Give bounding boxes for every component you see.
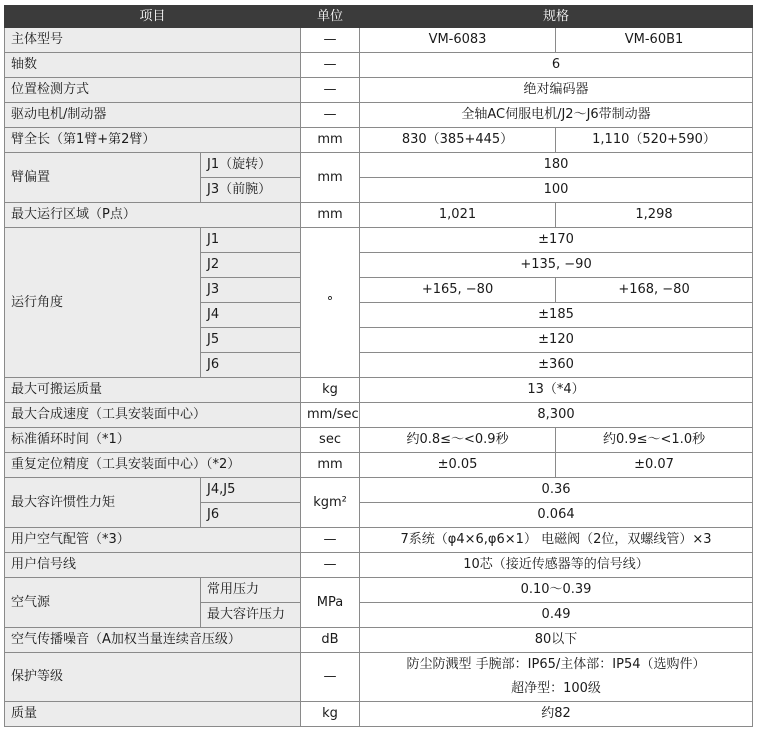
row-label: 空气源 (5, 578, 201, 628)
row-label: 位置检测方式 (5, 78, 301, 103)
table-row (5, 203, 753, 228)
row-label: 最大可搬运质量 (5, 378, 301, 403)
row-unit: ° (301, 228, 360, 378)
header-spec: 规格 (360, 6, 753, 28)
table-row (5, 428, 753, 453)
row-label: 用户信号线 (5, 553, 301, 578)
row-value: ±0.05 (360, 453, 556, 478)
row-sublabel: J3（前腕） (201, 178, 301, 203)
protection-line-1: 防尘防溅型 手腕部：IP65/主体部：IP54（选购件） (406, 657, 706, 672)
row-unit: kg (301, 378, 360, 403)
table-row (5, 228, 753, 253)
row-label: 最大容许惯性力矩 (5, 478, 201, 528)
row-value: 约0.9≤～<1.0秒 (556, 428, 753, 453)
row-label: 主体型号 (5, 28, 301, 53)
table-row (5, 553, 753, 578)
row-value: +168, −80 (556, 278, 753, 303)
row-sublabel: J4,J5 (201, 478, 301, 503)
row-sublabel: J6 (201, 503, 301, 528)
row-value: ±120 (360, 328, 753, 353)
row-value: 8,300 (360, 403, 753, 428)
row-sublabel: J4 (201, 303, 301, 328)
header-unit: 单位 (301, 6, 360, 28)
row-sublabel: J1 (201, 228, 301, 253)
row-unit: kgm² (301, 478, 360, 528)
table-row (5, 478, 753, 503)
table-row (5, 453, 753, 478)
row-value: ±170 (360, 228, 753, 253)
table-row (5, 528, 753, 553)
row-unit: — (301, 553, 360, 578)
table-row (5, 403, 753, 428)
row-value: 1,110（520+590） (556, 128, 753, 153)
row-label: 运行角度 (5, 228, 201, 378)
row-value: 0.10～0.39 (360, 578, 753, 603)
row-value: 1,021 (360, 203, 556, 228)
protection-line-2: 超净型：100级 (511, 681, 601, 696)
row-value: 180 (360, 153, 753, 178)
row-unit: — (301, 528, 360, 553)
table-row (5, 78, 753, 103)
spec-table (4, 5, 753, 727)
row-sublabel: J2 (201, 253, 301, 278)
table-row (5, 378, 753, 403)
row-unit: mm (301, 128, 360, 153)
row-value: 10芯（接近传感器等的信号线） (360, 553, 753, 578)
header-row (5, 6, 753, 28)
row-label: 轴数 (5, 53, 301, 78)
row-label: 驱动电机/制动器 (5, 103, 301, 128)
row-label: 质量 (5, 702, 301, 727)
row-value: 100 (360, 178, 753, 203)
row-value: +165, −80 (360, 278, 556, 303)
row-unit: MPa (301, 578, 360, 628)
row-unit: — (301, 653, 360, 702)
table-row (5, 153, 753, 178)
row-sublabel: J1（旋转） (201, 153, 301, 178)
row-value: VM-60B1 (556, 28, 753, 53)
row-value: 0.36 (360, 478, 753, 503)
row-value: 6 (360, 53, 753, 78)
row-sublabel: J5 (201, 328, 301, 353)
table-row (5, 628, 753, 653)
row-label: 空气传播噪音（A加权当量连续音压级） (5, 628, 301, 653)
row-value: 0.064 (360, 503, 753, 528)
table-row (5, 128, 753, 153)
row-unit: kg (301, 702, 360, 727)
row-value: 全轴AC伺服电机/J2～J6带制动器 (360, 103, 753, 128)
header-item: 项目 (5, 6, 301, 28)
row-label: 标准循环时间（*1） (5, 428, 301, 453)
row-label: 最大合成速度（工具安装面中心） (5, 403, 301, 428)
row-value: ±0.07 (556, 453, 753, 478)
row-value: 绝对编码器 (360, 78, 753, 103)
table-row (5, 53, 753, 78)
row-value: 1,298 (556, 203, 753, 228)
row-unit: mm (301, 153, 360, 203)
row-sublabel: 常用压力 (201, 578, 301, 603)
table-row (5, 653, 753, 702)
row-label: 用户空气配管（*3） (5, 528, 301, 553)
row-value (360, 653, 753, 702)
row-value: +135, −90 (360, 253, 753, 278)
table-row (5, 28, 753, 53)
row-label: 保护等级 (5, 653, 301, 702)
row-value: 约0.8≤～<0.9秒 (360, 428, 556, 453)
row-unit: — (301, 53, 360, 78)
row-value: 0.49 (360, 603, 753, 628)
table-row (5, 702, 753, 727)
row-unit: sec (301, 428, 360, 453)
row-label: 重复定位精度（工具安装面中心）（*2） (5, 453, 301, 478)
table-row (5, 103, 753, 128)
row-value: 13（*4） (360, 378, 753, 403)
row-value: ±185 (360, 303, 753, 328)
row-unit: mm (301, 453, 360, 478)
row-value: ±360 (360, 353, 753, 378)
table-row (5, 578, 753, 603)
row-unit: — (301, 78, 360, 103)
row-value: 7系统（φ4×6,φ6×1） 电磁阀（2位，双螺线管）×3 (360, 528, 753, 553)
row-value: VM-6083 (360, 28, 556, 53)
row-sublabel: 最大容许压力 (201, 603, 301, 628)
row-label: 最大运行区域（P点） (5, 203, 301, 228)
row-value: 830（385+445） (360, 128, 556, 153)
row-sublabel: J6 (201, 353, 301, 378)
row-value: 约82 (360, 702, 753, 727)
row-unit: — (301, 103, 360, 128)
row-unit: mm (301, 203, 360, 228)
row-unit: mm/sec (301, 403, 360, 428)
row-label: 臂全长（第1臂+第2臂） (5, 128, 301, 153)
row-unit: — (301, 28, 360, 53)
row-unit: dB (301, 628, 360, 653)
row-label: 臂偏置 (5, 153, 201, 203)
row-sublabel: J3 (201, 278, 301, 303)
row-value: 80以下 (360, 628, 753, 653)
